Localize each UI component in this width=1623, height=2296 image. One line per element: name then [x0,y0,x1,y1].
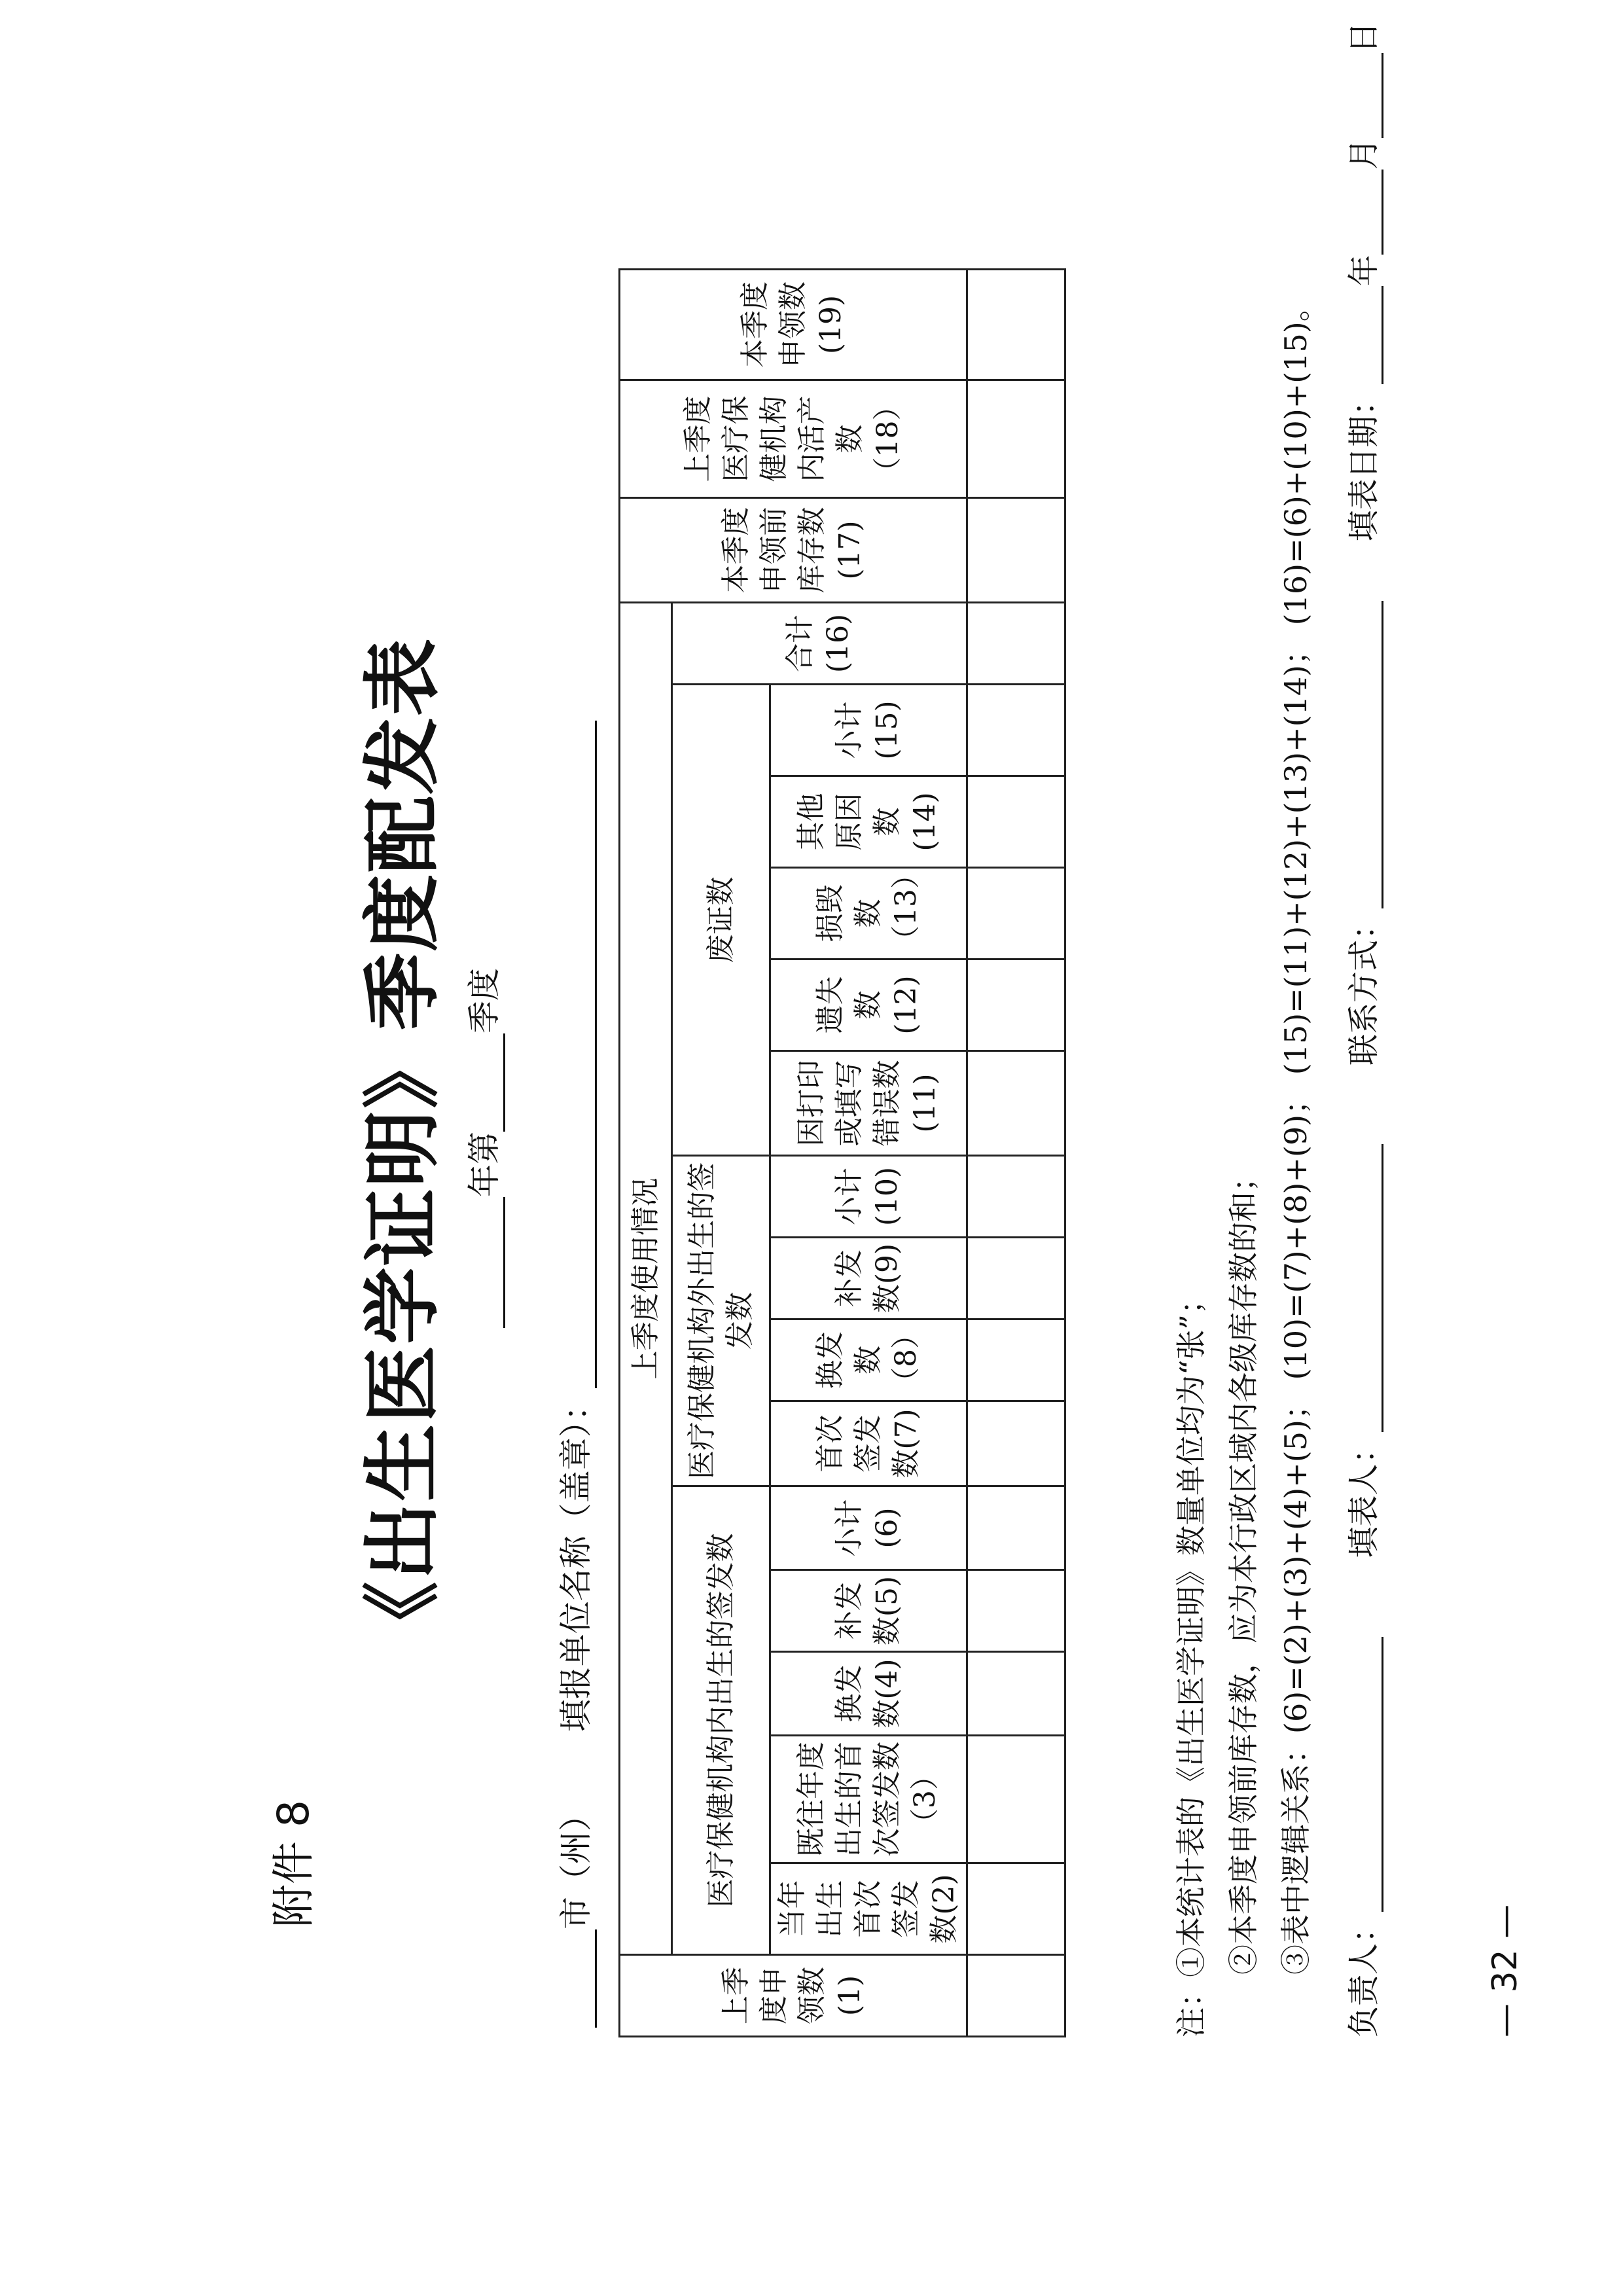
period-line [458,0,505,2296]
header-col-15: 小计(15) [770,685,967,776]
cell-19[interactable] [967,269,1065,380]
header-col-10: 小计(10) [770,1156,967,1238]
cell-17[interactable] [967,497,1065,602]
city-blank[interactable] [563,1929,597,2028]
distribution-table [618,270,1008,2037]
year-blank[interactable] [472,1197,505,1328]
header-outside-group: 医疗保健机构外出生的签发数 [672,1156,770,1486]
date-month: 月 [1346,138,1382,170]
cell-13[interactable] [967,868,1065,960]
date-label: 填表日期： [1346,384,1382,542]
cell-12[interactable] [967,960,1065,1051]
header-inside-group: 医疗保健机构内出生的签发数 [672,1486,770,1955]
note-3: ③表中逻辑关系：(6)=(2)+(3)+(4)+(5)； (10)=(7)+(8)+(9)； (15)=(11)+(12)+(13)+(14)； (16)=(6)+(10)+(15)。 [1278,291,1313,1975]
contact-blank[interactable] [1351,601,1383,908]
signature-line [1338,22,1383,2037]
header-col-3: 既往年度出生的首次签发数（3） [770,1736,967,1863]
city-label: 市（州） [557,1799,595,1929]
header-stock: 本季度申领前库存数(17) [620,497,967,602]
filler-label: 填表人： [1346,1432,1382,1558]
page-number: — 32 — [1486,1904,1525,2037]
year-suffix: 年第 [465,1132,503,1197]
date-year-blank[interactable] [1351,286,1383,384]
cell-6[interactable] [967,1486,1065,1570]
quarter-suffix: 季度 [465,968,503,1033]
cell-15[interactable] [967,685,1065,776]
date-day-blank[interactable] [1351,53,1383,138]
cell-4[interactable] [967,1652,1065,1736]
date-month-blank[interactable] [1351,170,1383,255]
header-col-6: 小计(6) [770,1486,967,1570]
quarter-blank[interactable] [472,1033,505,1132]
header-apply: 本季度申领数(19) [620,269,967,380]
attachment-label: 附件 8 [268,1800,319,1928]
page-title: 《出生医学证明》季度配发表 [357,637,448,1659]
cell-14[interactable] [967,776,1065,868]
cell-11[interactable] [967,1051,1065,1156]
date-year: 年 [1346,255,1382,287]
contact-label: 联系方式： [1346,908,1382,1066]
header-col-7: 首次签发数(7) [770,1401,967,1486]
header-col-13: 损毁数（13） [770,868,967,960]
header-col-9: 补发数(9) [770,1238,967,1319]
cell-18[interactable] [967,380,1065,497]
unit-line [550,721,597,2028]
cell-5[interactable] [967,1570,1065,1652]
header-inside-births: 上季度医疗保健机构内活产数（18） [620,380,967,497]
header-prev-quarter-received: 上季度申领数(1) [620,1955,967,2037]
header-col-2: 当年出生首次签发数(2) [770,1863,967,1955]
cell-7[interactable] [967,1401,1065,1486]
cell-1[interactable] [967,1955,1065,2037]
date-day: 日 [1346,22,1382,54]
cell-3[interactable] [967,1736,1065,1863]
note-2: ②本季度申领前库存数，应为本行政区域内各级库存数的和； [1226,1162,1261,1975]
table-row [967,269,1065,2036]
header-col-5: 补发数(5) [770,1570,967,1652]
header-col-11: 因打印或填写错误数(11) [770,1051,967,1156]
header-void-group: 废证数 [672,685,770,1156]
cell-2[interactable] [967,1863,1065,1955]
responsible-blank[interactable] [1351,1637,1383,1912]
filler-blank[interactable] [1351,1144,1383,1432]
responsible-label: 负责人： [1346,1911,1382,2037]
header-col-8: 换发数（8） [770,1319,967,1401]
cell-8[interactable] [967,1319,1065,1401]
notes [1165,291,1322,2037]
header-total: 合计(16) [672,602,967,684]
cell-16[interactable] [967,602,1065,684]
header-col-12: 遗失数(12) [770,960,967,1051]
unit-name-blank[interactable] [563,721,597,1388]
unit-name-label: 填报单位名称（盖章）： [557,1388,595,1732]
header-col-14: 其他原因数(14) [770,776,967,868]
note-1: 注：①本统计表的《出生医学证明》数量单位均为“张”； [1173,1283,1209,2037]
header-prev-usage: 上季度使用情况 [620,602,672,1954]
cell-9[interactable] [967,1238,1065,1319]
cell-10[interactable] [967,1156,1065,1238]
header-col-4: 换发数(4) [770,1652,967,1736]
